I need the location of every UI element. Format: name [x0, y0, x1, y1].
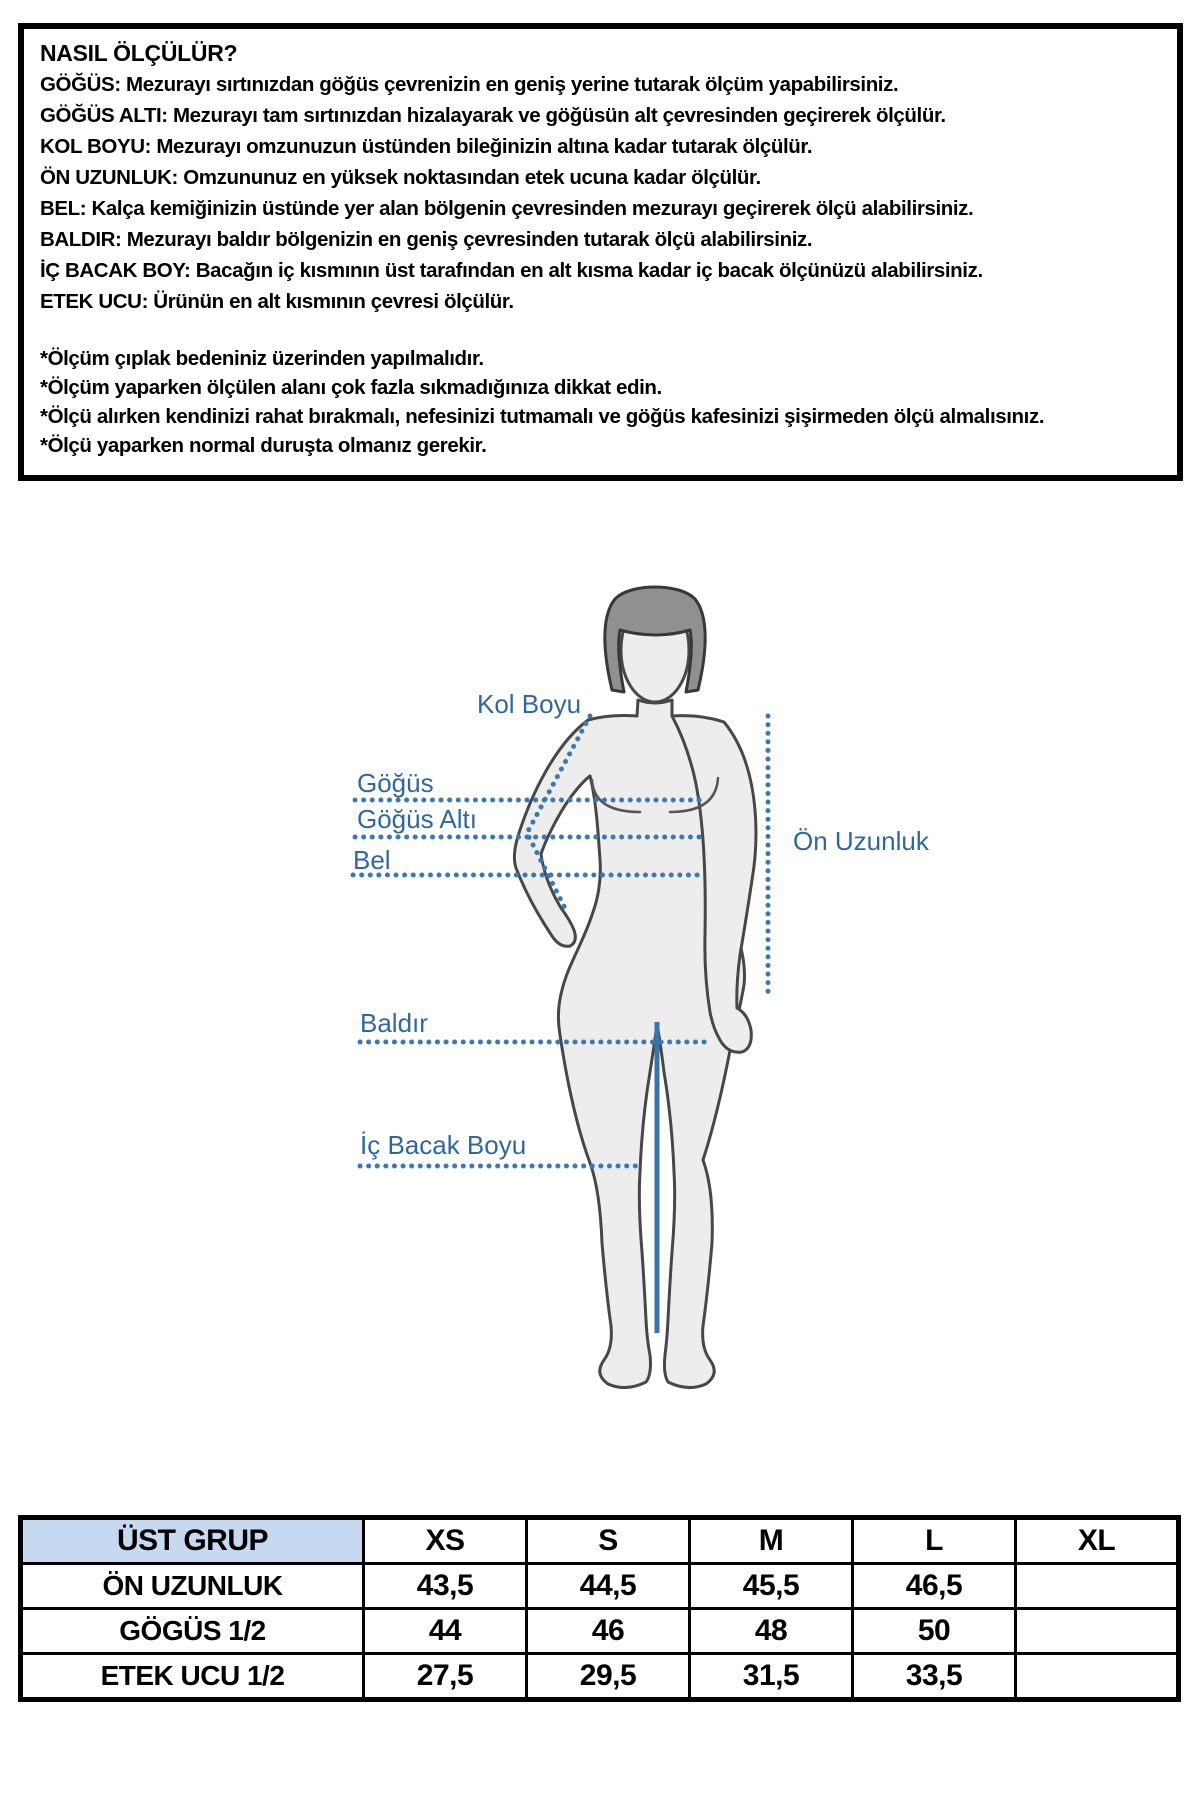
size-col-s: S: [527, 1518, 690, 1564]
cell-value: 50: [853, 1609, 1016, 1654]
instruction-line-etek-ucu: ETEK UCU: Ürünün en alt kısmının çevresi ölçülür.: [40, 290, 514, 313]
cell-value: [1016, 1609, 1179, 1654]
cell-value: 45,5: [690, 1564, 853, 1609]
size-table-header-row: [21, 1518, 1179, 1564]
table-row-gogus: [21, 1609, 1179, 1654]
size-table-group-header: ÜST GRUP: [21, 1518, 364, 1564]
instruction-line-kol-boyu: KOL BOYU: Mezurayı omzunuzun üstünden bileğinizin altına kadar tutarak ölçülür.: [40, 135, 813, 158]
cell-value: 48: [690, 1609, 853, 1654]
label-gogus-alti: Göğüs Altı: [357, 804, 477, 834]
instruction-line-gogus-alti: GÖĞÜS ALTI: Mezurayı tam sırtınızdan hizalayarak ve göğüsün alt çevresinden geçirerek ölçülür.: [40, 104, 946, 127]
table-row-on-uzunluk: [21, 1564, 1179, 1609]
cell-value: 46,5: [853, 1564, 1016, 1609]
instruction-note-3: *Ölçü alırken kendinizi rahat bırakmalı, nefesinizi tutmamalı ve göğüs kafesinizi şişirmeden ölçü almalısınız.: [40, 405, 1045, 428]
label-baldir: Baldır: [360, 1008, 428, 1038]
label-ic-bacak-boyu: İç Bacak Boyu: [360, 1130, 527, 1160]
instruction-line-bel: BEL: Kalça kemiğinizin üstünde yer alan bölgenin çevresinden mezurayı geçirerek ölçü alabilirsiniz.: [40, 197, 974, 220]
label-kol-boyu: Kol Boyu: [477, 689, 582, 719]
cell-value: 33,5: [853, 1654, 1016, 1700]
cell-value: [1016, 1564, 1179, 1609]
size-col-l: L: [853, 1518, 1016, 1564]
instructions-title: NASIL ÖLÇÜLÜR?: [40, 40, 238, 66]
instruction-line-on-uzunluk: ÖN UZUNLUK: Omzununuz en yüksek noktasından etek ucuna kadar ölçülür.: [40, 166, 761, 189]
row-label: GÖGÜS 1/2: [21, 1609, 364, 1654]
cell-value: 31,5: [690, 1654, 853, 1700]
cell-value: 44: [364, 1609, 527, 1654]
cell-value: 43,5: [364, 1564, 527, 1609]
cell-value: 27,5: [364, 1654, 527, 1700]
instruction-line-baldir: BALDIR: Mezurayı baldır bölgenizin en geniş çevresinden tutarak ölçü alabilirsiniz.: [40, 228, 813, 251]
instruction-line-gogus: GÖĞÜS: Mezurayı sırtınızdan göğüs çevrenizin en geniş yerine tutarak ölçüm yapabilirsiniz.: [40, 73, 899, 96]
row-label: ÖN UZUNLUK: [21, 1564, 364, 1609]
label-bel: Bel: [353, 845, 391, 875]
size-col-m: M: [690, 1518, 853, 1564]
size-table: [18, 1515, 1181, 1702]
instruction-line-ic-bacak: İÇ BACAK BOY: Bacağın iç kısmının üst tarafından en alt kısma kadar iç bacak ölçünüzü alabilirsiniz.: [40, 259, 983, 282]
size-col-xs: XS: [364, 1518, 527, 1564]
instruction-note-4: *Ölçü yaparken normal duruşta olmanız gerekir.: [40, 434, 487, 457]
cell-value: [1016, 1654, 1179, 1700]
cell-value: 29,5: [527, 1654, 690, 1700]
cell-value: 44,5: [527, 1564, 690, 1609]
label-gogus: Göğüs: [357, 768, 434, 798]
cell-value: 46: [527, 1609, 690, 1654]
row-label: ETEK UCU 1/2: [21, 1654, 364, 1700]
size-col-xl: XL: [1016, 1518, 1179, 1564]
instruction-note-1: *Ölçüm çıplak bedeniniz üzerinden yapılmalıdır.: [40, 347, 484, 370]
label-on-uzunluk: Ön Uzunluk: [793, 826, 929, 856]
instruction-note-2: *Ölçüm yaparken ölçülen alanı çok fazla sıkmadığınıza dikkat edin.: [40, 376, 662, 399]
table-row-etek-ucu: [21, 1654, 1179, 1700]
